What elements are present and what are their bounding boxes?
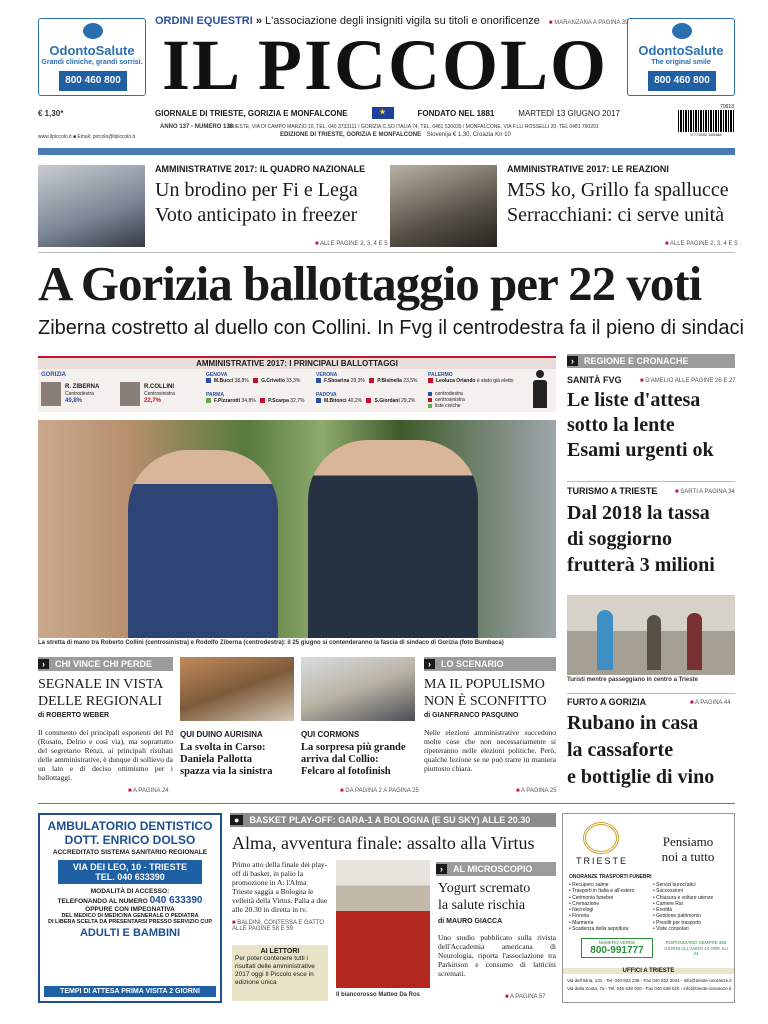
weber-body: Il commento dei principali esponenti del Pd (Rosato, Delrio e così via), ma soprattutto del segretario Renzi, ai principali risultati delle amministrative, è dunque di sollievo da un lato e di deciso ottimismo per i ballottaggi. bbox=[38, 728, 173, 782]
legend-swatch bbox=[428, 398, 432, 402]
micro-headline[interactable] bbox=[438, 880, 558, 914]
candidate-side: Centrodestra bbox=[65, 391, 94, 397]
arrow-right-icon: › bbox=[567, 356, 578, 366]
section-label: REGIONE E CRONACHE bbox=[584, 356, 689, 366]
divider bbox=[567, 481, 735, 482]
section-microscopio bbox=[436, 862, 556, 876]
bullet-icon bbox=[369, 378, 374, 383]
city-name: PADOVA bbox=[316, 392, 337, 398]
eu-flag-icon: ★ bbox=[372, 107, 394, 119]
arrow-right-icon: › bbox=[424, 659, 435, 669]
headline-line: Esami urgenti ok bbox=[567, 439, 714, 461]
bullet-icon bbox=[260, 398, 265, 403]
divider bbox=[567, 693, 735, 694]
service-item: • Scadenza della sepoltura bbox=[569, 926, 629, 933]
bullet-icon bbox=[206, 398, 211, 403]
ad-brand: OdontoSalute bbox=[638, 43, 724, 58]
micro-ref: ■ A PAGINA 57 bbox=[505, 994, 546, 1000]
top-story-2-line2: Serracchiani: ci serve unità bbox=[507, 204, 725, 226]
ziberna-figure bbox=[308, 440, 478, 638]
slogan-line: noi a tutto bbox=[661, 849, 715, 864]
weber-ref: ■ A PAGINA 24 bbox=[128, 788, 169, 794]
ad-phone-number: 800 460 800 bbox=[65, 75, 121, 86]
section-label: CHI VINCE CHI PERDE bbox=[55, 659, 153, 669]
service-item: • Recupero salme bbox=[569, 882, 609, 888]
renzi-photo bbox=[38, 165, 145, 247]
rc-story-1-ref: ■ D'AMELIO ALLE PAGINE 26 E 27 bbox=[640, 378, 736, 384]
candidate-a: M.Bitonci bbox=[324, 398, 347, 404]
candidate-a: F.Pizzarotti bbox=[214, 398, 241, 404]
cormons-headline[interactable] bbox=[301, 742, 419, 778]
ad-phone bbox=[59, 71, 127, 91]
dentist-scelta: DI LIBERA SCELTA DA PRESENTARSI PRESSO SERVIZIO CUP bbox=[47, 919, 212, 925]
rc-story-1-kicker: SANITÀ FVG bbox=[567, 375, 622, 385]
section-regione bbox=[567, 354, 735, 368]
bullet-icon bbox=[206, 378, 211, 383]
edition-extra: Slovenija € 1,30, Croazia Kn 10 bbox=[426, 132, 511, 138]
candidate-pct: 49,8% bbox=[65, 398, 83, 404]
rc-story-2-kicker: TURISMO A TRIESTE bbox=[567, 486, 658, 496]
candidate-a: M.Bucci bbox=[214, 378, 234, 384]
gorizia-label: GORIZIA bbox=[41, 372, 66, 378]
basket-bar-label: BASKET PLAY-OFF: GARA-1 A BOLOGNA (E SU SKY) ALLE 20.30 bbox=[249, 815, 531, 825]
city-verona bbox=[316, 372, 446, 384]
divider bbox=[38, 803, 735, 804]
headline-line: Felcaro al fotofinish bbox=[301, 766, 391, 777]
headline-line: arriva dal Collio: bbox=[301, 754, 379, 765]
pct-b: 29,2% bbox=[401, 398, 416, 404]
candidate-b: S.Giordani bbox=[374, 398, 400, 404]
lettori-title: AI LETTORI bbox=[260, 948, 300, 955]
basket-player-photo bbox=[336, 860, 430, 988]
city-name: PARMA bbox=[206, 392, 224, 398]
headline-line: NON È SCONFITTO bbox=[424, 694, 547, 709]
edition bbox=[280, 132, 600, 139]
barcode-bars-icon bbox=[678, 110, 734, 132]
edition-label: EDIZIONE DI TRIESTE, GORIZIA E MONFALCONE bbox=[280, 132, 422, 138]
numero-number: 800-991777 bbox=[590, 945, 644, 956]
ballot-figure-icon bbox=[532, 370, 548, 410]
section-label: LO SCENARIO bbox=[441, 659, 504, 669]
tourist-figure bbox=[687, 613, 702, 670]
tel2-label: TELEFONANDO AL NUMERO bbox=[57, 898, 148, 905]
lead-subhead: Ziberna costretto al duello con Collini. In Fvg il centrodestra fa il pieno di sindaci bbox=[38, 317, 744, 339]
services-right bbox=[653, 882, 733, 932]
basket-body: Primo atto della finale dei play-off di basket, in palio la promozione in A: l'Alma Trieste saggia a Bologna le velleità della Virtus. Palla a due alle 20.30 in diretta in tv. bbox=[232, 860, 328, 914]
rc-story-2-headline[interactable] bbox=[567, 500, 737, 578]
top-story-1-headline[interactable] bbox=[155, 178, 385, 228]
headline-line: Dal 2018 la tassa bbox=[567, 502, 710, 524]
subtitle-bar bbox=[155, 106, 620, 120]
masthead-rule bbox=[38, 148, 735, 155]
bullet-icon bbox=[428, 378, 433, 383]
lettori-box bbox=[232, 945, 328, 1001]
ballot-title: AMMINISTRATIVE 2017: I PRINCIPALI BALLOTTAGGI bbox=[38, 358, 556, 369]
issue-number: ANNO 137 - NUMERO 138 bbox=[160, 124, 234, 130]
legend-item: centrodestra bbox=[435, 391, 463, 397]
basketball-icon: ● bbox=[230, 815, 243, 825]
section-label: AL MICROSCOPIO bbox=[453, 864, 533, 874]
candidate-a: Leoluca Orlando bbox=[436, 378, 476, 384]
price: € 1,30* bbox=[38, 109, 64, 118]
section-scenario bbox=[424, 657, 556, 671]
city-padova bbox=[316, 392, 446, 404]
divider bbox=[38, 252, 735, 253]
pasquino-author: di GIANFRANCO PASQUINO bbox=[424, 712, 519, 719]
micro-body: Uno studio pubblicato sulla rivista dell'Accademia americana di Neurologia, riporta l'associazione tra Parkinson e consumo di latticini scremati. bbox=[438, 933, 556, 978]
odontosalute-ad-left[interactable] bbox=[38, 18, 146, 96]
slogan-line: Pensiamo bbox=[662, 834, 714, 849]
dentist-modalita: MODALITÀ DI ACCESSO: bbox=[90, 888, 170, 895]
tooth-logo-icon bbox=[672, 23, 692, 39]
top-story-2-ref: ■ ALLE PAGINE 2, 3, 4 E 5 bbox=[665, 241, 738, 247]
barcode-digits: 9 771592 169488 bbox=[690, 132, 722, 137]
headline-line: Yogurt scremato bbox=[438, 881, 531, 896]
candidate-b: G.Crivello bbox=[261, 378, 285, 384]
ballot-box bbox=[38, 356, 556, 412]
dentist-oppure: OPPURE CON IMPEGNATIVA bbox=[85, 906, 175, 913]
candidate-side: Centrosinistra bbox=[144, 391, 175, 397]
bullet-icon bbox=[366, 398, 371, 403]
ad-phone bbox=[648, 71, 716, 91]
candidate-name: R. ZIBERNA bbox=[65, 384, 100, 390]
trieste-slogan bbox=[645, 834, 731, 864]
top-story-2-kicker: AMMINISTRATIVE 2017: LE REAZIONI bbox=[507, 164, 669, 174]
service-item: • Prestiti per trasporto bbox=[653, 919, 702, 926]
avatar bbox=[120, 382, 140, 406]
candidate-pct: 22,7% bbox=[144, 398, 162, 404]
headline-line: SEGNALE IN VISTA bbox=[38, 677, 164, 692]
top-story-1-line2: Voto anticipato in freezer bbox=[155, 204, 358, 226]
tourists-photo bbox=[567, 595, 735, 675]
service-item: • Servizi burocratici bbox=[653, 882, 696, 888]
basket-caption: Il biancorosso Matteo Da Ros bbox=[336, 992, 421, 998]
duino-cormons-ref: ■ DA PAGINA 2 A PAGINA 25 bbox=[340, 788, 419, 794]
numero-label: NUMERO VERDE bbox=[598, 940, 636, 945]
headline-line: Daniela Pallotta bbox=[180, 754, 253, 765]
lead-headline[interactable]: A Gorizia ballottaggio per 22 voti bbox=[38, 256, 702, 311]
pasquino-headline[interactable] bbox=[424, 676, 556, 710]
headline-line: Rubano in casa bbox=[567, 712, 699, 734]
duino-kicker: QUI DUINO AURISINA bbox=[180, 730, 263, 739]
top-story-1-line1: Un brodino per Fi e Lega bbox=[155, 179, 358, 201]
headline-line: di soggiorno bbox=[567, 528, 673, 550]
candidate-b: P.Scarpa bbox=[268, 398, 289, 404]
candidate-a: F.Sboarina bbox=[324, 378, 350, 384]
ad-tagline: The original smile bbox=[651, 59, 711, 66]
avatar bbox=[41, 382, 61, 406]
rc-story-2-ref: ■ SARTI A PAGINA 34 bbox=[675, 489, 735, 495]
basket-headline[interactable]: Alma, avventura finale: assalto alla Virtus bbox=[232, 833, 535, 853]
cormons-photo bbox=[301, 657, 415, 721]
micro-author: di MAURO GIACCA bbox=[438, 918, 503, 925]
ballot-legend bbox=[428, 391, 465, 409]
ad-brand: OdontoSalute bbox=[49, 43, 135, 58]
headline-line: sotto la lente bbox=[567, 414, 675, 436]
promo-text: L'associazione degli insigniti vigila su titoli e onorificenze bbox=[265, 15, 540, 27]
service-item: • Eredità bbox=[653, 907, 672, 914]
tourist-figure bbox=[597, 610, 613, 670]
duino-photo bbox=[180, 657, 294, 721]
city-palermo bbox=[428, 372, 528, 384]
pct-a: è stato già eletto bbox=[476, 378, 514, 384]
pct-b: 23,5% bbox=[403, 378, 418, 384]
pasquino-body: Nelle elezioni amministrative succedono molte cose che non necessariamente si ripeteranno nelle elezioni politiche. Però, qualche lezione se ne può trarre in maniera piuttosto chiara. bbox=[424, 728, 556, 773]
weber-author: di ROBERTO WEBER bbox=[38, 712, 110, 719]
service-item: • Trasporti in Italia e all'estero bbox=[569, 888, 635, 895]
trieste-addr1: Via dell'Istria, 131 - Tel. 040 823 238 - Fax 040 832 2041 - info@trieste-onoranze.it bbox=[567, 978, 732, 983]
dentist-adulti: ADULTI E BAMBINI bbox=[79, 927, 180, 939]
service-item: • Necrologi bbox=[569, 907, 594, 914]
service-item: • Gestione patrimonio bbox=[653, 913, 701, 920]
tourists-caption: Turisti mentre passeggiano in centro a Trieste bbox=[567, 677, 698, 683]
arrow-right-icon: › bbox=[38, 659, 49, 669]
top-story-1-kicker: AMMINISTRATIVE 2017: IL QUADRO NAZIONALE bbox=[155, 164, 366, 174]
pct-b: 33,3% bbox=[286, 378, 301, 384]
trieste-addr2: Via della Zonta, 7a - Tel. 040 638 020 - Fax 040 638 020 - info@trieste-onoranze.it bbox=[567, 986, 732, 991]
trieste-note: RISPONDIAMO SEMPRE 365 GIORNI ALL'ANNO 24 ORE SU 24 bbox=[664, 940, 728, 956]
headline-line: spazza via la sinistra bbox=[180, 766, 273, 777]
masthead-title: IL PICCOLO bbox=[161, 25, 609, 105]
address-line: VIA DEI LEO, 10 - TRIESTE bbox=[72, 862, 188, 872]
tourist-figure bbox=[647, 615, 661, 670]
founded: FONDATO NEL 1881 bbox=[417, 108, 495, 118]
service-item: • Marmeria bbox=[569, 919, 594, 926]
pct-b: 32,7% bbox=[290, 398, 305, 404]
newspaper-subtitle: GIORNALE DI TRIESTE, GORIZIA E MONFALCONE bbox=[155, 108, 348, 118]
services-title: ONORANZE TRASPORTI FUNEBRI bbox=[569, 874, 652, 880]
headline-line: La svolta in Carso: bbox=[180, 742, 266, 753]
laurel-logo-icon bbox=[583, 822, 619, 854]
headline-line: la salute rischia bbox=[438, 898, 526, 913]
legend-item: liste civiche bbox=[435, 403, 461, 409]
bullet-icon bbox=[253, 378, 258, 383]
service-item: • Chiusura e volture utenze bbox=[653, 894, 714, 901]
issue-date: MARTEDÌ 13 GIUGNO 2017 bbox=[518, 108, 620, 118]
promo-ref: ■ MARANZANA A PAGINA 39 bbox=[549, 20, 629, 26]
top-story-1-ref: ■ ALLE PAGINE 2, 3, 4 E 5 bbox=[315, 241, 388, 247]
lettori-body: Per poter contenere tutti i risultati delle amministrative 2017 oggi Il Piccolo esce in edizione unica bbox=[235, 955, 315, 986]
uffici-label: UFFICI A TRIESTE bbox=[563, 968, 734, 974]
rc-story-3-ref: ■ A PAGINA 44 bbox=[690, 700, 731, 706]
section-chi-vince bbox=[38, 657, 173, 671]
service-item: • Viste consolari bbox=[653, 926, 689, 933]
headline-line: la cassaforte bbox=[567, 739, 674, 761]
dentist-tel2 bbox=[40, 895, 220, 906]
gorizia-candidate-1 bbox=[41, 382, 121, 410]
promo-kicker: ORDINI EQUESTRI bbox=[155, 15, 253, 27]
headline-line: e bottiglie di vino bbox=[567, 766, 715, 788]
rc-story-3-kicker: FURTO A GORIZIA bbox=[567, 697, 647, 707]
tooth-logo-icon bbox=[83, 23, 103, 39]
addresses: TRIESTE, VIA DI CAMPO MARZIO 10, TEL. 040 3733111 / GORIZIA C.SO ITALIA 74, TEL. 0481 530035 / MONFALCONE, VIA F.LLI ROSSELLI 20, TEL 0481 790201 bbox=[228, 124, 599, 130]
rc-story-3-headline[interactable] bbox=[567, 710, 737, 791]
city-name: GENOVA bbox=[206, 372, 228, 378]
dentist-ad[interactable] bbox=[38, 813, 222, 1003]
service-item: • Cremazione bbox=[569, 900, 600, 907]
trieste-funeral-ad[interactable] bbox=[562, 813, 735, 1003]
numero-verde bbox=[581, 938, 653, 958]
legend-item: centrosinistra bbox=[435, 397, 465, 403]
dentist-title-2: DOTT. ENRICO DOLSO bbox=[64, 833, 196, 847]
candidate-name: R.COLLINI bbox=[144, 384, 174, 390]
collini-figure bbox=[128, 450, 278, 638]
basket-bar bbox=[230, 813, 556, 827]
barcode-top-number: 70613 bbox=[720, 104, 734, 110]
main-photo-caption: La stretta di mano tra Roberto Collini (centrosinistra) e Rodolfo Ziberna (centrodestra): il 25 giugno si contenderanno la fascia di sindaco di Gorizia (foto Bumbaca) bbox=[38, 640, 504, 646]
dentist-medico: DEL MEDICO DI MEDICINA GENERALE O PEDIATRA bbox=[61, 913, 199, 919]
odontosalute-ad-right[interactable] bbox=[627, 18, 735, 96]
trieste-name: TRIESTE bbox=[575, 856, 628, 866]
pct-a: 34,8% bbox=[241, 398, 256, 404]
pct-a: 29,3% bbox=[350, 378, 365, 384]
dentist-address bbox=[58, 860, 202, 884]
headline-line: frutterà 3 milioni bbox=[567, 554, 715, 576]
basket-ref: ■ BALDINI, CONTESSA E GATTO ALLE PAGINE 58 E 59 bbox=[232, 920, 328, 932]
weber-headline[interactable] bbox=[38, 676, 173, 710]
service-item: • Camere Rai bbox=[653, 900, 683, 907]
barcode bbox=[678, 104, 734, 138]
legend-swatch bbox=[428, 392, 432, 396]
headline-line: DELLE REGIONALI bbox=[38, 694, 163, 709]
service-item: • Successioni bbox=[653, 888, 683, 895]
headline-line: Le liste d'attesa bbox=[567, 389, 701, 411]
rc-story-1-headline[interactable] bbox=[567, 388, 737, 463]
city-name: VERONA bbox=[316, 372, 338, 378]
tel2-number: 040 633390 bbox=[149, 895, 203, 906]
pct-a: 38,8% bbox=[234, 378, 249, 384]
dentist-accredited: ACCREDITATO SISTEMA SANITARIO REGIONALE bbox=[52, 849, 208, 856]
grillo-photo bbox=[390, 165, 497, 247]
cormons-kicker: QUI CORMONS bbox=[301, 730, 360, 739]
tel-line: TEL. 040 633390 bbox=[95, 872, 165, 882]
headline-line: La sorpresa più grande bbox=[301, 742, 406, 753]
service-item: • Fioreria bbox=[569, 913, 590, 920]
service-item: • Cerimonia funebre bbox=[569, 894, 614, 901]
arrow-right-icon: › bbox=[436, 864, 447, 874]
bullet-icon bbox=[316, 398, 321, 403]
pasquino-ref: ■ A PAGINA 25 bbox=[516, 788, 557, 794]
candidate-b: P.Bisinella bbox=[377, 378, 402, 384]
top-story-2-headline[interactable] bbox=[507, 178, 737, 228]
dentist-title-1: AMBULATORIO DENTISTICO bbox=[47, 819, 213, 833]
promo-arrow-icon: » bbox=[255, 15, 262, 27]
bullet-icon bbox=[316, 378, 321, 383]
headline-line: MA IL POPULISMO bbox=[424, 677, 545, 692]
website[interactable]: www.ilpiccolo.it ■ Email: piccolo@ilpiccolo.it bbox=[38, 134, 136, 140]
pct-a: 40,2% bbox=[347, 398, 363, 404]
legend-swatch bbox=[428, 404, 432, 408]
duino-headline[interactable] bbox=[180, 742, 295, 778]
services-left bbox=[569, 882, 649, 932]
gorizia-candidate-2 bbox=[120, 382, 200, 410]
city-name: PALERMO bbox=[428, 372, 453, 378]
ad-tagline: Grandi cliniche, grandi sorrisi. bbox=[41, 59, 143, 66]
main-photo bbox=[38, 420, 556, 638]
ad-phone-number: 800 460 800 bbox=[654, 75, 710, 86]
top-story-2-line1: M5S ko, Grillo fa spallucce bbox=[507, 179, 729, 201]
dentist-tempi: TEMPI DI ATTESA PRIMA VISITA 2 GIORNI bbox=[44, 986, 216, 997]
